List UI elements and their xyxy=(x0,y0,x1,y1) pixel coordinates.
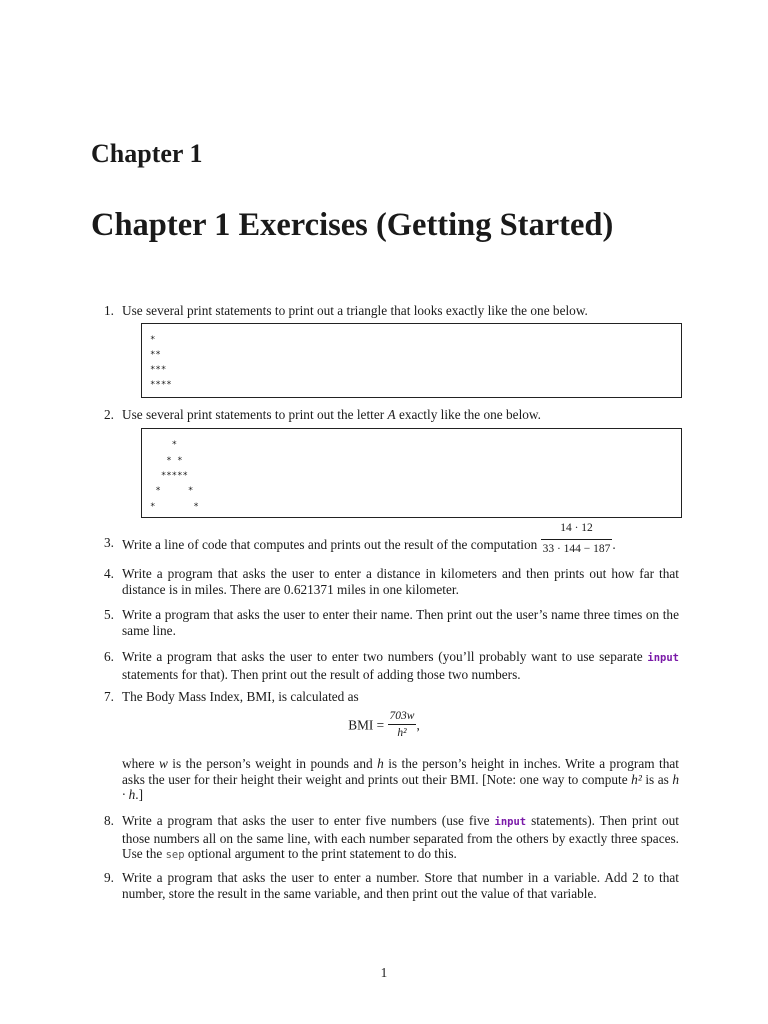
triangle-code-box xyxy=(141,323,682,398)
exercise-text: where w is the person’s weight in pounds and h is the person’s height in inches. Write a program that asks the user for their height their weight and prints out their BMI. [Note: one way to compute h² is as h · h.] xyxy=(122,756,679,802)
bmi-equation: BMI = $\frac{703w}{\text{h²}}$ , xyxy=(348,710,420,739)
code-sep: sep xyxy=(165,849,185,861)
code-input: input xyxy=(494,816,527,828)
exercise-text: Use several print statements to print out a triangle that looks exactly like the one below. xyxy=(122,303,588,318)
code-line: * * xyxy=(150,486,194,496)
letter-a-code-box xyxy=(141,428,682,518)
exercise-text: Use several print statements to print out the letter A exactly like the one below. xyxy=(122,407,541,422)
code-input: input xyxy=(647,652,679,664)
code-line: ** xyxy=(150,350,161,360)
exercise-text: Write a line of code that computes and prints out the result of the computation $\frac{14 \cdot 12}{33 \cdot 144 - 187}$ . xyxy=(122,535,722,557)
code-line: ***** xyxy=(150,471,188,481)
exercise-number: 6. xyxy=(104,649,114,664)
exercise-text: Write a program that asks the user to enter two numbers (you’ll probably want to use separate input statements for that). Then print out the result of adding those two numbers. xyxy=(122,649,679,682)
exercise-3 xyxy=(0,522,768,561)
exercise-number: 2. xyxy=(104,407,114,422)
exercise-number: 3. xyxy=(104,535,114,550)
exercise-number: 5. xyxy=(104,607,114,622)
exercise-number: 4. xyxy=(104,566,114,581)
exercise-number: 9. xyxy=(104,870,114,885)
code-line: *** xyxy=(150,365,167,375)
code-line: * * xyxy=(150,456,183,466)
chapter-label: Chapter 1 xyxy=(91,139,203,168)
exercise-number: 7. xyxy=(104,689,114,704)
code-line: * xyxy=(150,440,178,450)
exercise-number: 8. xyxy=(104,813,114,828)
exercise-number: 1. xyxy=(104,303,114,318)
chapter-title: Chapter 1 Exercises (Getting Started) xyxy=(91,207,614,243)
exercise-text: The Body Mass Index, BMI, is calculated as xyxy=(122,689,359,704)
exercise-text: Write a program that asks the user to enter a number. Store that number in a variable. Add 2 to that number, store the result in the same variable, and then print out the value of that variable. xyxy=(122,870,679,901)
computation-fraction: $\frac{14 \cdot 12}{33 \cdot 144 - 187}$ xyxy=(542,522,611,555)
exercise-text: Write a program that asks the user to enter their name. Then print out the user’s name three times on the same line. xyxy=(122,607,679,638)
exercise-text: Write a program that asks the user to enter five numbers (use five input statements). Then print out those numbers all on the same line, with each number separated from the others by exactly three spaces. Use the sep optional argument to the print statement to do this. xyxy=(122,813,679,861)
code-line: * xyxy=(150,335,156,345)
letter-a: A xyxy=(387,407,396,422)
exercise-text: Write a program that asks the user to enter a distance in kilometers and then prints out how far that distance is in miles. There are 0.621371 miles in one kilometer. xyxy=(122,566,679,597)
page-number: 1 xyxy=(380,965,388,980)
code-line: **** xyxy=(150,380,172,390)
code-line: * * xyxy=(150,502,199,512)
